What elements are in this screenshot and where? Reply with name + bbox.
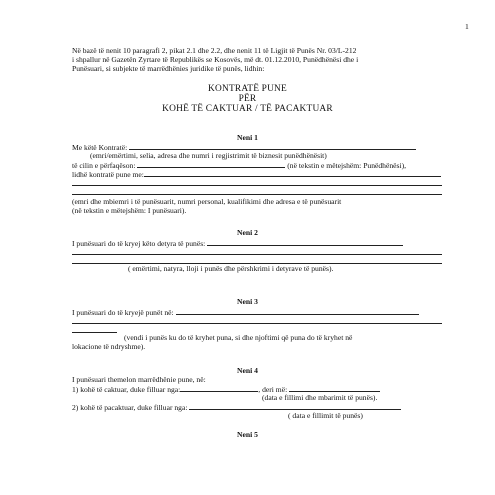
- article-3-line-2: (vendi i punës ku do të kryhet puna, si dhe njoftimi që puna do të kryhet në: [124, 333, 353, 342]
- article-4-line-3: (data e fillimi dhe mbarimit të punës).: [262, 393, 378, 402]
- contract-with-label: lidhë kontratë pune me:: [72, 170, 144, 179]
- article-1-line-5: (emri dhe mbiemri i të punësuarit, numri personal, kualifikimi dhe adresa e të punësuarit: [72, 197, 342, 206]
- fixed-term-end-blank[interactable]: [289, 384, 380, 392]
- article-4-heading: Neni 4: [237, 366, 258, 375]
- article-4-line-5: ( data e fillimit të punës): [288, 411, 363, 420]
- article-3-line-3: lokacione të ndryshme).: [72, 342, 146, 351]
- duties-label: I punësuari do të kryej këto detyra të punës:: [72, 239, 208, 248]
- intro-line-2: i shpallur në Gazetën Zyrtare të Republikës se Kosovës, më dt. 01.12.2010, Punëdhënësi dhe i: [72, 55, 359, 64]
- article-1-line-4: [72, 169, 441, 179]
- employer-name-blank[interactable]: [129, 142, 416, 150]
- intro-line-1: Në bazë të nenit 10 paragrafi 2, pikat 2.1 dhe 2.2, dhe nenit 11 të Ligjit të Punës Nr. 03/L-212: [72, 46, 357, 55]
- fixed-term-label: 1) kohë të caktuar, duke filluar nga:: [72, 385, 181, 394]
- workplace-blank-3[interactable]: [72, 332, 117, 333]
- employee-blank-3[interactable]: [72, 194, 442, 195]
- indefinite-term-start-blank[interactable]: [189, 402, 401, 410]
- article-2-line-2: ( emërtimi, natyra, lloji i punës dhe përshkrimi i detyrave të punës).: [128, 264, 334, 273]
- employee-blank-2[interactable]: [72, 185, 442, 186]
- workplace-blank-1[interactable]: [176, 307, 419, 315]
- article-1-intro-text: Me këtë Kontratë:: [72, 143, 130, 152]
- intro-line-3: Punësuari, si subjekte të marrëdhënies juridike të punës, lidhin:: [72, 64, 265, 73]
- contract-title: KONTRATË PUNE: [208, 84, 287, 94]
- article-1-line-6: (në tekstin e mëtejshëm: I punësuari).: [72, 206, 187, 215]
- article-1-heading: Neni 1: [237, 133, 258, 142]
- article-4-line-1: I punësuari themelon marrëdhënie pune, në:: [72, 375, 206, 384]
- contract-subtitle-term: KOHË TË CAKTUAR / TË PACAKTUAR: [162, 104, 333, 114]
- workplace-blank-2[interactable]: [72, 323, 442, 324]
- representative-blank[interactable]: [137, 160, 285, 168]
- duties-blank-2[interactable]: [72, 254, 442, 255]
- representative-label: të cilin e përfaqëson:: [72, 161, 138, 170]
- employer-designation: (në tekstin e mëtejshëm: Punëdhënësi),: [285, 161, 406, 170]
- workplace-label: I punësuari do të kryejë punët në:: [72, 308, 176, 317]
- duties-blank-1[interactable]: [207, 238, 403, 246]
- until-label: , deri më:: [258, 385, 290, 394]
- employee-blank-1[interactable]: [144, 169, 441, 177]
- article-3-line-1: [72, 307, 419, 317]
- article-2-heading: Neni 2: [237, 228, 258, 237]
- article-3-heading: Neni 3: [237, 297, 258, 306]
- page-number: 1: [465, 22, 469, 31]
- article-2-line-1: [72, 238, 403, 248]
- contract-subtitle-per: PËR: [238, 94, 257, 104]
- indefinite-term-label: 2) kohë të pacaktuar, duke filluar nga:: [72, 403, 190, 412]
- article-5-heading: Neni 5: [237, 430, 258, 439]
- article-1-line-2: (emri/emërtimi, selia, adresa dhe numri i regjistrimit të biznesit punëdhënësit): [90, 151, 327, 160]
- fixed-term-start-blank[interactable]: [180, 384, 258, 392]
